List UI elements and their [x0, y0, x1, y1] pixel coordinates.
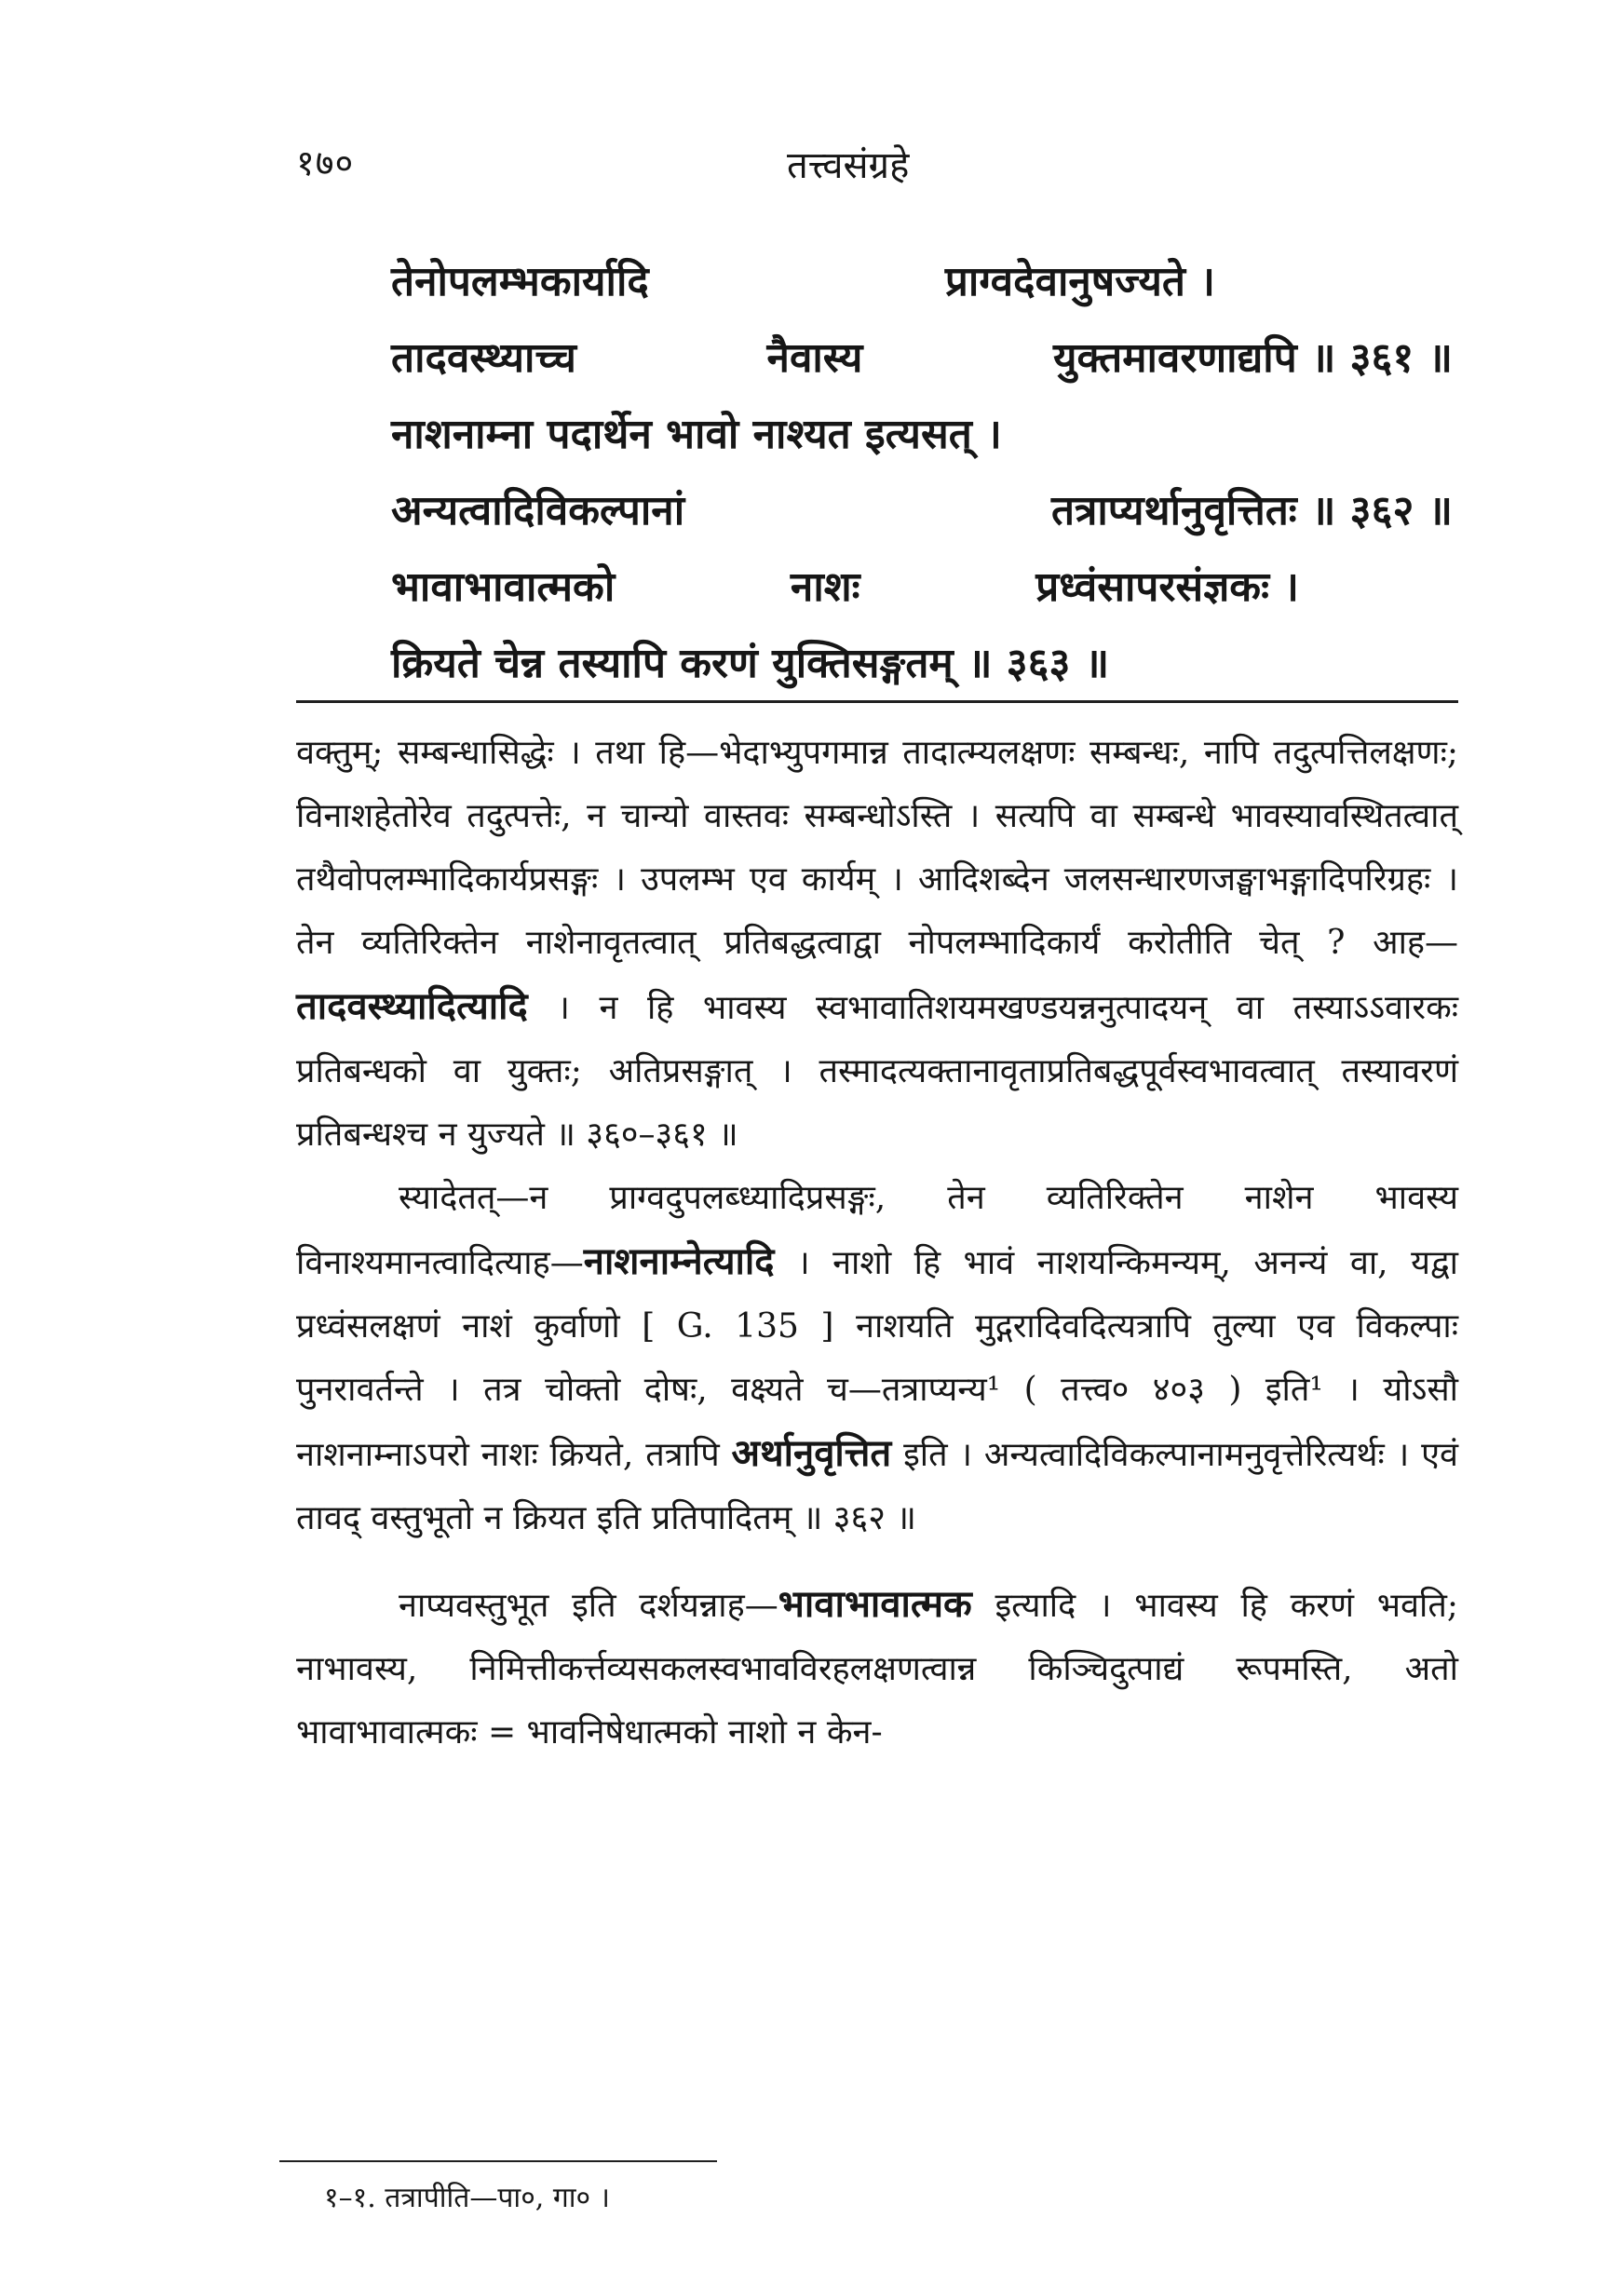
verse-word: युक्तमावरणाद्यपि ॥ ३६१ ॥	[1053, 334, 1453, 382]
verse-line	[391, 397, 1453, 473]
commentary-text: वक्तुम्; सम्बन्धासिद्धेः । तथा हि—भेदाभ्युपगमान्न तादात्म्यलक्षणः सम्बन्धः, नापि तदुत्पत्तिलक्षणः; विनाशहेतोरेव तदुत्पत्तेः, न चान्यो वास्तवः सम्बन्धोऽस्ति । सत्यपि वा सम्बन्धे भावस्यावस्थितत्वात् तथैवोपलम्भादिकार्यप्रसङ्गः । उपलम्भ एव कार्यम् । आदिशब्देन जलसन्धारणजङ्घाभङ्गादिपरिग्रहः । तेन व्यतिरिक्तेन नाशेनावृतत्वात् प्रतिबद्धत्वाद्वा नोपलम्भादिकार्यं करोतीति चेत् ? आह—	[296, 734, 1458, 962]
verse-line	[391, 244, 1453, 320]
verse-half: तत्राप्यर्थानुवृत्तितः ॥ ३६२ ॥	[1051, 487, 1453, 534]
verse-full: क्रियते चेन्न तस्यापि करणं युक्तिसङ्गतम् ॥ ३६३ ॥	[391, 640, 1110, 687]
verse-line	[391, 473, 1453, 549]
verse-word: प्रध्वंसापरसंज्ञकः ।	[1035, 563, 1299, 611]
pratika-quote: भावाभावात्मक	[778, 1582, 972, 1626]
section-divider	[296, 700, 1458, 703]
pratika-quote: अर्थानुवृत्तित	[731, 1431, 892, 1475]
verse-line	[391, 320, 1453, 397]
verse-line	[391, 549, 1453, 626]
verse-block	[391, 244, 1453, 702]
verse-word: नाशः	[790, 563, 860, 611]
commentary-text: नाप्यवस्तुभूत इति दर्शयन्नाह—	[399, 1587, 778, 1625]
verse-half: तेनोपलम्भकार्यादि	[391, 258, 649, 305]
commentary-text: इति । अन्यत्वादिविकल्पानामनुवृत्तेरित्यर्थः । एवं तावद् वस्तुभूतो न क्रियत इति प्रतिपादितम् ॥ ३६२ ॥	[296, 1436, 1459, 1537]
verse-word: नैवास्य	[766, 334, 863, 382]
commentary-paragraph	[296, 1167, 1458, 1550]
commentary-text: । न हि भावस्य स्वभावातिशयमखण्डयन्ननुत्पादयन् वा तस्याऽऽवारकः प्रतिबन्धको वा युक्तः; अतिप्रसङ्गात् । तस्मादत्यक्तानावृताप्रतिबद्धपूर्वस्वभावत्वात् तस्यावरणं प्रतिबन्धश्च न युज्यते ॥ ३६०–३६१ ॥	[296, 989, 1458, 1154]
verse-word: भावाभावात्मको	[391, 563, 616, 611]
running-title: तत्त्वसंग्रहे	[787, 144, 910, 187]
pratika-quote: नाशनाम्नेत्यादि	[583, 1239, 775, 1283]
pratika-quote: तादवस्थ्यादित्यादि	[296, 984, 528, 1028]
commentary-text: स्यादेतत्—न प्राग्वदुपलब्ध्यादिप्रसङ्गः, तेन व्यतिरिक्तेन नाशेन भावस्य विनाश्यमानत्वादित्याह—	[296, 1179, 1458, 1282]
footnote: १–१. तत्रापीति—पा०, गा० ।	[324, 2182, 611, 2214]
commentary	[296, 722, 1458, 1765]
verse-half: प्राग्वदेवानुषज्यते ।	[944, 258, 1215, 305]
commentary-paragraph	[296, 1573, 1458, 1765]
footnote-divider	[279, 2160, 717, 2162]
verse-half: अन्यत्वादिविकल्पानां	[391, 487, 685, 534]
commentary-text: । नाशो हि भावं नाशयन्किमन्यम्, अनन्यं वा, यद्वा प्रध्वंसलक्षणं नाशं कुर्वाणो [ G. 135 ] नाशयति मुद्गरादिवदित्यत्रापि तुल्या एव विकल्पाः पुनरावर्तन्ते । तत्र चोक्तो दोषः, वक्ष्यते च—तत्राप्यन्य¹ ( तत्त्व० ४०३ ) इति¹ । योऽसौ नाशनाम्नाऽपरो नाशः क्रियते, तत्रापि	[296, 1244, 1458, 1474]
page-number: १७०	[296, 142, 355, 183]
verse-word: तादवस्थ्याच्च	[391, 334, 576, 382]
verse-line	[391, 626, 1453, 702]
commentary-text: इत्यादि । भावस्य हि करणं भवति; नाभावस्य, निमित्तीकर्त्तव्यसकलस्वभावविरहलक्षणत्वान्न किञ्चिदुत्पाद्यं रूपमस्ति, अतो भावाभावात्मकः = भावनिषेधात्मको नाशो न केन-	[296, 1587, 1459, 1752]
verse-full: नाशनाम्ना पदार्थेन भावो नाश्यत इत्यसत् ।	[391, 411, 1002, 458]
commentary-paragraph	[296, 722, 1458, 1167]
